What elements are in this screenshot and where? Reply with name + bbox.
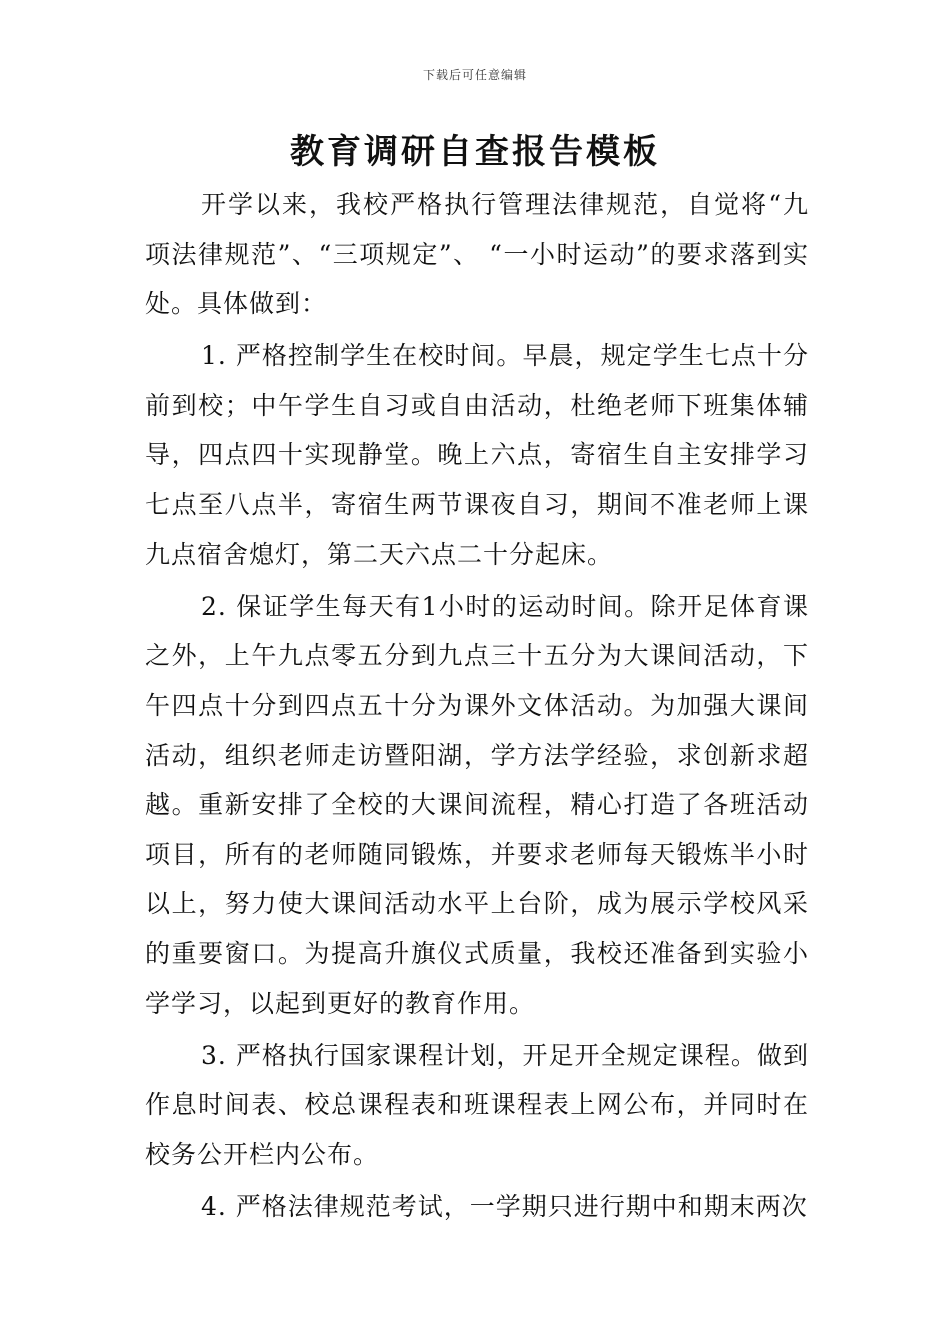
paragraph-item-3: 3. 严格执行国家课程计划，开足开全规定课程。做到作息时间表、校总课程表和班课程表上网公布，并同时在校务公开栏内公布。 — [145, 1040, 809, 1169]
document-title: 教育调研自查报告模板 — [290, 132, 660, 172]
paragraph-item-4: 4. 严格法律规范考试，一学期只进行期中和期末两次 — [201, 1191, 808, 1221]
paragraph-intro: 开学以来，我校严格执行管理法律规范，自觉将“九项法律规范”、“三项规定”、 “一小时运动”的要求落到实处。具体做到： — [145, 190, 809, 319]
header-note: 下载后可任意编辑 — [422, 68, 527, 82]
document-body — [145, 180, 809, 1231]
paragraph-item-2: 2. 保证学生每天有1小时的运动时间。除开足体育课之外，上午九点零五分到九点三十五分为大课间活动，下午四点十分到四点五十分为课外文体活动。为加强大课间活动，组织老师走访暨阳湖，学方法学经验，求创新求超越。重新安排了全校的大课间流程，精心打造了各班活动项目，所有的老师随同锻炼，并要求老师每天锻炼半小时以上，努力使大课间活动水平上台阶，成为展示学校风采的重要窗口。为提高升旗仪式质量，我校还准备到实验小学学习，以起到更好的教育作用。 — [145, 591, 809, 1018]
paragraph-item-1: 1. 严格控制学生在校时间。早晨，规定学生七点十分前到校；中午学生自习或自由活动，杜绝老师下班集体辅导，四点四十实现静堂。晚上六点，寄宿生自主安排学习七点至八点半，寄宿生两节课夜自习，期间不准老师上课九点宿舍熄灯，第二天六点二十分起床。 — [145, 341, 809, 569]
